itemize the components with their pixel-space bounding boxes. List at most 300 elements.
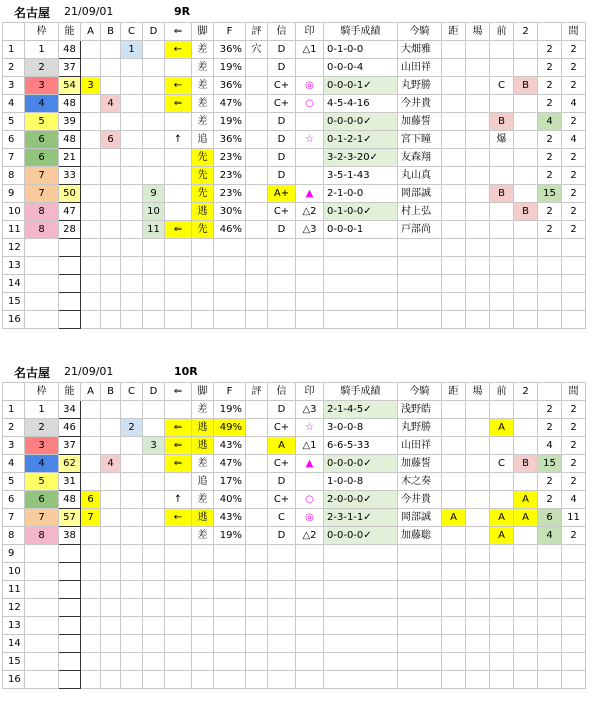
col-a [81, 167, 101, 185]
ability-cell [59, 599, 81, 617]
running-style: 先 [192, 221, 214, 239]
evaluation: 穴 [246, 41, 268, 59]
column-header: ⇐ [165, 23, 192, 41]
empty-cell [562, 545, 586, 563]
distance [442, 419, 466, 437]
f-percent: 23% [214, 185, 246, 203]
empty-cell [562, 635, 586, 653]
empty-cell [165, 599, 192, 617]
col-c [121, 59, 143, 77]
col-c [121, 473, 143, 491]
empty-cell [25, 293, 59, 311]
jockey-record: 1-0-0-8 [324, 473, 398, 491]
previous [490, 437, 514, 455]
previous: B [490, 113, 514, 131]
column-header: 脚 [192, 23, 214, 41]
evaluation [246, 419, 268, 437]
table-row[interactable] [3, 149, 586, 167]
empty-cell [490, 545, 514, 563]
empty-cell [442, 257, 466, 275]
running-style: 逃 [192, 419, 214, 437]
empty-cell [268, 671, 296, 689]
empty-cell [324, 635, 398, 653]
evaluation [246, 59, 268, 77]
empty-cell [538, 653, 562, 671]
second: B [514, 455, 538, 473]
empty-cell [466, 257, 490, 275]
table-row[interactable] [3, 509, 586, 527]
jockey-name: 岡部誠 [398, 509, 442, 527]
table-row[interactable] [3, 59, 586, 77]
running-style: 逃 [192, 509, 214, 527]
column-header [3, 23, 25, 41]
col-d [143, 77, 165, 95]
col-c: 1 [121, 41, 143, 59]
empty-cell [296, 653, 324, 671]
empty-cell [192, 617, 214, 635]
f-percent: 49% [214, 419, 246, 437]
empty-cell [466, 617, 490, 635]
empty-cell [466, 635, 490, 653]
previous [490, 167, 514, 185]
empty-cell [514, 293, 538, 311]
arrow-cell: ⇐ [165, 419, 192, 437]
ability-cell: 48 [59, 491, 81, 509]
empty-cell [538, 293, 562, 311]
col-d [143, 473, 165, 491]
empty-cell [25, 311, 59, 329]
evaluation [246, 131, 268, 149]
col-c [121, 221, 143, 239]
waku-cell: 7 [25, 167, 59, 185]
horse-number: 6 [3, 131, 25, 149]
jockey-name: 丸山真 [398, 167, 442, 185]
waku-cell: 8 [25, 527, 59, 545]
col-d [143, 131, 165, 149]
horse-number: 11 [3, 221, 25, 239]
empty-cell [538, 545, 562, 563]
column-header: F [214, 23, 246, 41]
distance [442, 185, 466, 203]
interval-2: 4 [562, 131, 586, 149]
jockey-name: 村上弘 [398, 203, 442, 221]
jockey-name: 友森翔 [398, 149, 442, 167]
empty-cell [214, 257, 246, 275]
column-header [3, 383, 25, 401]
distance [442, 221, 466, 239]
interval-2: 2 [562, 221, 586, 239]
confidence: D [268, 59, 296, 77]
empty-cell [121, 239, 143, 257]
ability-cell [59, 275, 81, 293]
empty-row [3, 671, 586, 689]
interval-1: 15 [538, 455, 562, 473]
track [466, 473, 490, 491]
empty-cell [538, 635, 562, 653]
empty-cell [101, 293, 121, 311]
col-d [143, 527, 165, 545]
col-d [143, 149, 165, 167]
evaluation [246, 527, 268, 545]
col-b [101, 527, 121, 545]
empty-cell [214, 293, 246, 311]
empty-cell [268, 545, 296, 563]
waku-cell: 4 [25, 95, 59, 113]
arrow-cell [165, 113, 192, 131]
second [514, 113, 538, 131]
evaluation [246, 113, 268, 131]
col-d: 10 [143, 203, 165, 221]
empty-row [3, 311, 586, 329]
empty-cell [398, 617, 442, 635]
column-header: A [81, 23, 101, 41]
empty-cell [214, 635, 246, 653]
waku-cell: 1 [25, 41, 59, 59]
interval-2: 2 [562, 401, 586, 419]
previous [490, 95, 514, 113]
col-d [143, 491, 165, 509]
col-d: 11 [143, 221, 165, 239]
prediction-mark: △2 [296, 203, 324, 221]
distance [442, 203, 466, 221]
second [514, 185, 538, 203]
interval-2: 2 [562, 149, 586, 167]
second: B [514, 203, 538, 221]
col-b [101, 149, 121, 167]
race-date: 21/09/01 [64, 365, 114, 378]
empty-cell [324, 545, 398, 563]
column-header: 間 [562, 383, 586, 401]
empty-cell [490, 653, 514, 671]
interval-2: 2 [562, 185, 586, 203]
ability-cell: 33 [59, 167, 81, 185]
jockey-name: 岡部誠 [398, 185, 442, 203]
table-row[interactable] [3, 203, 586, 221]
empty-cell [296, 545, 324, 563]
col-b [101, 437, 121, 455]
empty-row [3, 239, 586, 257]
empty-cell [514, 239, 538, 257]
empty-row [3, 257, 586, 275]
horse-number: 15 [3, 653, 25, 671]
jockey-record: 0-0-0-0✓ [324, 527, 398, 545]
empty-cell [25, 257, 59, 275]
table-row[interactable] [3, 473, 586, 491]
empty-cell [490, 257, 514, 275]
confidence: D [268, 473, 296, 491]
horse-number: 4 [3, 455, 25, 473]
jockey-name: 加藤誓 [398, 455, 442, 473]
empty-cell [25, 653, 59, 671]
waku-cell: 1 [25, 401, 59, 419]
empty-cell [25, 671, 59, 689]
ability-cell [59, 581, 81, 599]
empty-cell [121, 545, 143, 563]
race-race-no: 9R [174, 5, 191, 18]
f-percent: 47% [214, 95, 246, 113]
column-header: C [121, 383, 143, 401]
empty-cell [296, 275, 324, 293]
col-d [143, 455, 165, 473]
waku-cell: 7 [25, 185, 59, 203]
col-c [121, 455, 143, 473]
waku-cell: 7 [25, 509, 59, 527]
waku-cell: 2 [25, 59, 59, 77]
empty-cell [246, 563, 268, 581]
column-header: 距 [442, 23, 466, 41]
interval-2: 2 [562, 419, 586, 437]
ability-cell [59, 239, 81, 257]
col-b [101, 113, 121, 131]
empty-cell [538, 563, 562, 581]
empty-cell [101, 311, 121, 329]
column-header: 2 [514, 23, 538, 41]
f-percent: 19% [214, 59, 246, 77]
jockey-name: 今井貴 [398, 491, 442, 509]
col-c [121, 203, 143, 221]
col-c [121, 149, 143, 167]
table-row[interactable] [3, 185, 586, 203]
prediction-mark [296, 167, 324, 185]
empty-cell [562, 563, 586, 581]
table-row[interactable] [3, 77, 586, 95]
horse-number: 5 [3, 113, 25, 131]
empty-cell [514, 581, 538, 599]
table-row[interactable] [3, 401, 586, 419]
track [466, 185, 490, 203]
table-row[interactable] [3, 167, 586, 185]
empty-cell [398, 581, 442, 599]
empty-row [3, 581, 586, 599]
jockey-name: 宮下瞳 [398, 131, 442, 149]
empty-cell [490, 671, 514, 689]
empty-cell [165, 581, 192, 599]
ability-cell: 47 [59, 203, 81, 221]
ability-cell [59, 563, 81, 581]
column-header: 信 [268, 23, 296, 41]
jockey-name: 山田祥 [398, 437, 442, 455]
empty-cell [490, 599, 514, 617]
table-row[interactable] [3, 131, 586, 149]
empty-cell [514, 311, 538, 329]
race-header [0, 3, 602, 21]
confidence: A [268, 437, 296, 455]
prediction-mark: ☆ [296, 131, 324, 149]
running-style: 差 [192, 401, 214, 419]
horse-number: 7 [3, 509, 25, 527]
empty-cell [562, 617, 586, 635]
column-header: D [143, 23, 165, 41]
empty-cell [81, 239, 101, 257]
empty-cell [538, 671, 562, 689]
empty-cell [214, 239, 246, 257]
second: B [514, 77, 538, 95]
empty-cell [81, 293, 101, 311]
empty-cell [25, 617, 59, 635]
horse-number: 11 [3, 581, 25, 599]
col-c [121, 95, 143, 113]
empty-cell [246, 599, 268, 617]
col-c [121, 491, 143, 509]
empty-cell [514, 257, 538, 275]
evaluation [246, 437, 268, 455]
empty-cell [81, 671, 101, 689]
empty-cell [442, 671, 466, 689]
ability-cell: 57 [59, 509, 81, 527]
jockey-name: 木之奏 [398, 473, 442, 491]
ability-cell: 46 [59, 419, 81, 437]
empty-cell [121, 581, 143, 599]
empty-cell [25, 599, 59, 617]
running-style: 差 [192, 491, 214, 509]
horse-number: 12 [3, 599, 25, 617]
empty-cell [442, 275, 466, 293]
previous: A [490, 419, 514, 437]
prediction-mark: ○ [296, 491, 324, 509]
empty-cell [165, 653, 192, 671]
empty-row [3, 545, 586, 563]
second [514, 131, 538, 149]
table-row[interactable] [3, 491, 586, 509]
empty-cell [466, 293, 490, 311]
waku-cell: 5 [25, 113, 59, 131]
interval-1: 2 [538, 221, 562, 239]
waku-cell: 2 [25, 419, 59, 437]
horse-number: 9 [3, 185, 25, 203]
empty-cell [192, 671, 214, 689]
empty-cell [398, 671, 442, 689]
empty-cell [490, 581, 514, 599]
empty-cell [538, 311, 562, 329]
col-a [81, 131, 101, 149]
jockey-record: 3-0-0-8 [324, 419, 398, 437]
empty-cell [81, 617, 101, 635]
empty-cell [514, 617, 538, 635]
empty-cell [268, 635, 296, 653]
column-header: 場 [466, 23, 490, 41]
distance [442, 77, 466, 95]
col-c [121, 167, 143, 185]
waku-cell: 3 [25, 77, 59, 95]
column-header: 印 [296, 383, 324, 401]
empty-cell [143, 635, 165, 653]
table-row[interactable] [3, 113, 586, 131]
distance [442, 527, 466, 545]
table-row[interactable] [3, 419, 586, 437]
empty-cell [143, 617, 165, 635]
column-header: 騎手成績 [324, 383, 398, 401]
col-a [81, 59, 101, 77]
jockey-record: 0-1-0-0 [324, 41, 398, 59]
distance [442, 113, 466, 131]
empty-cell [192, 275, 214, 293]
col-d [143, 167, 165, 185]
arrow-cell: ↑ [165, 491, 192, 509]
empty-cell [143, 581, 165, 599]
column-header: 能 [59, 23, 81, 41]
interval-2: 2 [562, 167, 586, 185]
arrow-cell: ↑ [165, 131, 192, 149]
interval-2: 2 [562, 203, 586, 221]
interval-2: 11 [562, 509, 586, 527]
interval-1: 2 [538, 41, 562, 59]
confidence: C+ [268, 491, 296, 509]
empty-cell [121, 653, 143, 671]
jockey-record: 0-0-0-0✓ [324, 455, 398, 473]
f-percent: 36% [214, 41, 246, 59]
jockey-record: 6-6-5-33 [324, 437, 398, 455]
table-row[interactable] [3, 437, 586, 455]
horse-number: 8 [3, 527, 25, 545]
empty-cell [442, 545, 466, 563]
previous [490, 203, 514, 221]
empty-cell [192, 239, 214, 257]
second [514, 59, 538, 77]
waku-cell: 6 [25, 491, 59, 509]
column-header: 能 [59, 383, 81, 401]
interval-2: 4 [562, 95, 586, 113]
col-d: 9 [143, 185, 165, 203]
confidence: D [268, 113, 296, 131]
empty-row [3, 275, 586, 293]
empty-cell [81, 635, 101, 653]
empty-cell [25, 545, 59, 563]
empty-cell [268, 275, 296, 293]
col-b: 6 [101, 131, 121, 149]
col-b [101, 509, 121, 527]
running-style: 差 [192, 41, 214, 59]
jockey-record: 0-0-0-4 [324, 59, 398, 77]
empty-cell [214, 275, 246, 293]
col-b [101, 59, 121, 77]
table-row[interactable] [3, 221, 586, 239]
second [514, 473, 538, 491]
track [466, 401, 490, 419]
col-d [143, 113, 165, 131]
running-style: 差 [192, 95, 214, 113]
distance [442, 437, 466, 455]
previous: A [490, 527, 514, 545]
table-row[interactable] [3, 455, 586, 473]
interval-1: 2 [538, 167, 562, 185]
table-row[interactable] [3, 41, 586, 59]
empty-cell [562, 257, 586, 275]
horse-number: 4 [3, 95, 25, 113]
arrow-cell [165, 203, 192, 221]
horse-number: 16 [3, 311, 25, 329]
column-header: 評 [246, 383, 268, 401]
ability-cell: 37 [59, 59, 81, 77]
column-header: 印 [296, 23, 324, 41]
column-header: ⇐ [165, 383, 192, 401]
track [466, 131, 490, 149]
empty-cell [165, 257, 192, 275]
second [514, 221, 538, 239]
empty-cell [246, 239, 268, 257]
distance [442, 455, 466, 473]
f-percent: 23% [214, 149, 246, 167]
empty-cell [121, 311, 143, 329]
empty-cell [296, 311, 324, 329]
previous: 爆 [490, 131, 514, 149]
jockey-record: 0-1-0-0✓ [324, 203, 398, 221]
col-a: 7 [81, 509, 101, 527]
race-race-no: 10R [174, 365, 198, 378]
table-row[interactable] [3, 527, 586, 545]
jockey-name: 丸野勝 [398, 77, 442, 95]
table-row[interactable] [3, 95, 586, 113]
ability-cell: 39 [59, 113, 81, 131]
